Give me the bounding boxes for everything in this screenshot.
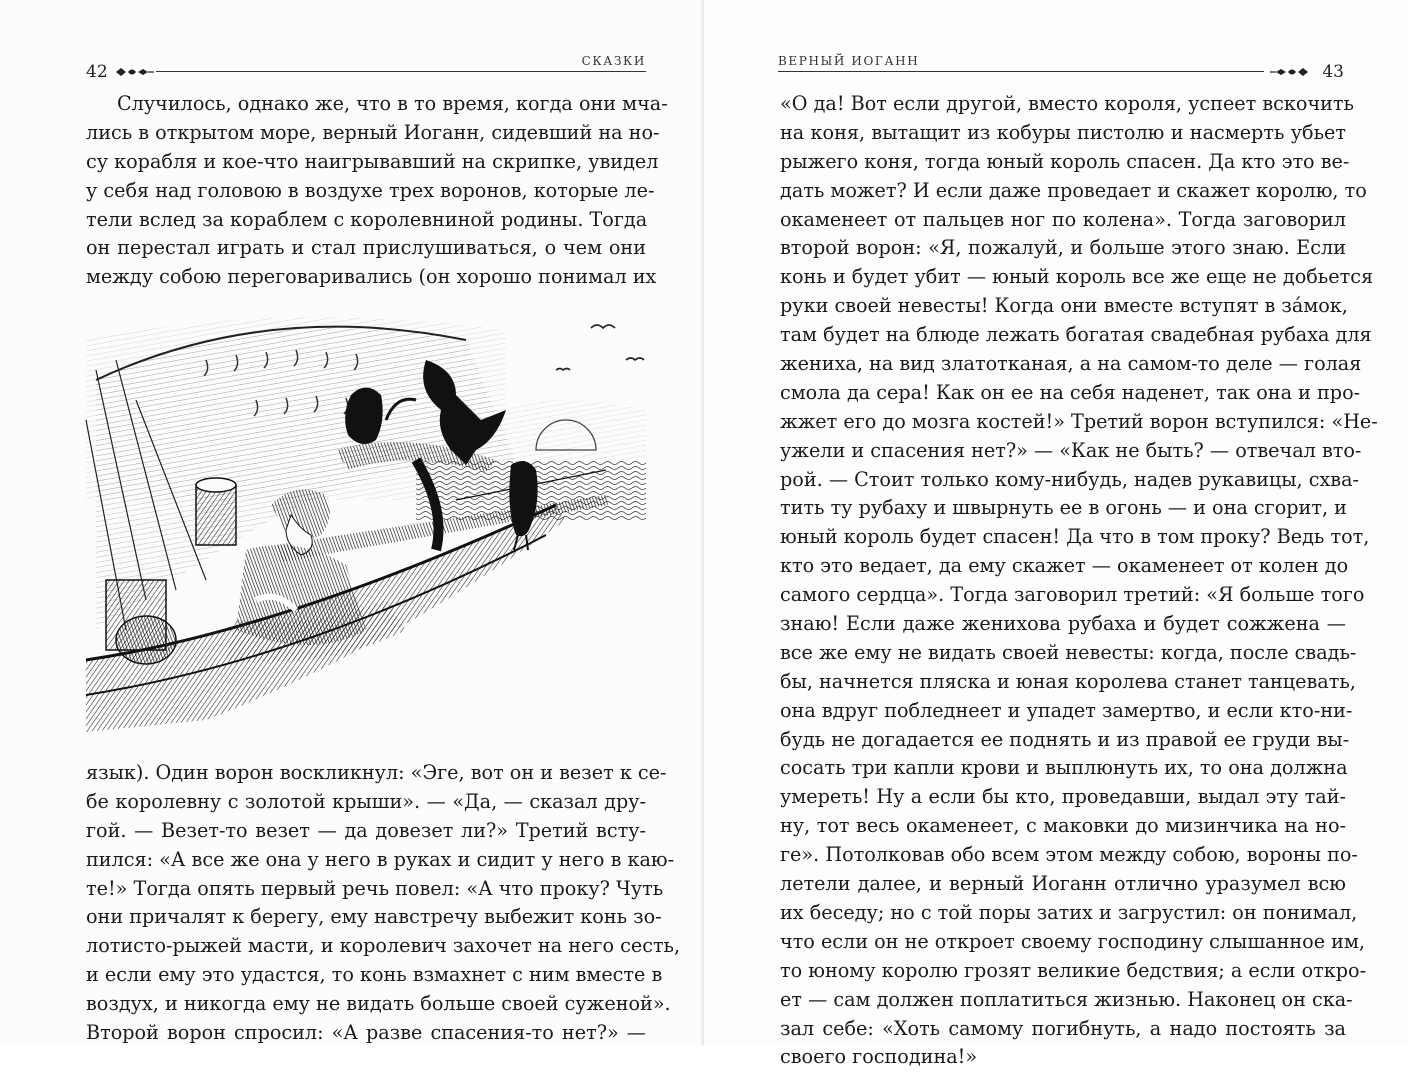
text-line: то юному королю грозят великие бедствия; а если откро- — [780, 958, 1367, 982]
text-line: летели далее, и верный Иоганн отлично уразумел всю — [780, 872, 1346, 896]
text-line: там будет на блюде лежать богатая свадебная рубаха для — [780, 323, 1372, 347]
running-title-right: ВЕРНЫЙ ИОГАНН — [778, 54, 920, 68]
text-line: второй ворон: «Я, пожалуй, и больше этого знаю. Если — [780, 236, 1346, 260]
text-line: «О да! Вот если другой, вместо короля, успеет вскочить — [780, 92, 1354, 115]
text-line: язык). Один ворон воскликнул: «Эге, вот он и везет к се- — [86, 761, 667, 784]
text-line: их беседу; но с той поры затих и загрустил: он понимал, — [780, 900, 1358, 924]
page-number-right: 43 — [1322, 62, 1344, 82]
text-line: ге». Потолковав обо всем этом между собою, вороны по- — [780, 843, 1358, 867]
text-line: конь и будет убит — юный король все же еще не добьется — [780, 265, 1374, 289]
text-line: рыжего коня, тогда юный король спасен. Да кто это ве- — [780, 149, 1350, 173]
text-line: жжет его до мозга костей!» Третий ворон вступился: «Не- — [780, 409, 1378, 433]
right-text — [780, 90, 1378, 1072]
ornament-icon — [1270, 66, 1310, 78]
text-line: сосать три капли крови и выплюнуть их, то она должна — [780, 756, 1348, 780]
text-line: бы, начнется пляска и юная королева станет танцевать, — [780, 669, 1356, 693]
text-line: дать может? И если даже проведает и скажет королю, то — [780, 178, 1367, 202]
text-line: рой. — Стоит только кому-нибудь, надев рукавицы, схва- — [780, 467, 1360, 491]
running-title-left: СКАЗКИ — [581, 54, 646, 68]
text-line: смола да сера! Как он ее на себя наденет, так она и про- — [780, 380, 1361, 404]
text-line: она вдруг побледнеет и упадет замертво, и если кто-ни- — [780, 698, 1353, 722]
text-line: гой. — Везет-то везет — да довезет ли?» Третий всту- — [86, 818, 646, 842]
text-line: на коня, вытащит из кобуры пистолю и насмерть убьет — [780, 120, 1346, 144]
text-line: Случилось, однако же, что в то время, когда они мча- — [117, 92, 668, 115]
left-text-top — [86, 90, 668, 292]
text-line: будь не догадается ее поднять и из правой ее груди вы- — [780, 727, 1350, 751]
text-line: тить ту рубаху и швырнуть ее в огонь — и она сгорит, и — [780, 496, 1347, 520]
header-rule — [156, 71, 646, 72]
left-text-bottom — [86, 759, 681, 1048]
text-line: лись в открытом море, верный Иоганн, сидевший на но- — [86, 120, 660, 144]
text-line: знаю! Если даже женихова рубаха и будет сожжена — — [780, 612, 1346, 636]
text-line: своего господина!» — [780, 1045, 978, 1069]
text-line: руки своей невесты! Когда они вместе вступят в за́мок, — [780, 294, 1348, 318]
text-line: су корабля и кое-что наигрывавший на скрипке, увидел — [86, 149, 659, 173]
text-line: жениха, на вид златотканая, а на самом-то деле — голая — [780, 352, 1362, 376]
text-line: пился: «А все же она у него в руках и сидит у него в каю- — [86, 847, 675, 871]
text-line: зал себе: «Хоть самому погибнуть, а надо постоять за — [780, 1016, 1346, 1040]
text-line: Второй ворон спросил: «А разве спасения-то нет?» — — [86, 1021, 646, 1045]
text-line: между собою переговаривались (он хорошо понимал их — [86, 265, 657, 289]
text-line: бе королевну с золотой крыши». — «Да, — сказал дру- — [86, 789, 646, 813]
running-head-right — [778, 52, 1344, 86]
ship-icon — [86, 300, 646, 732]
text-line: самого сердца». Тогда заговорил третий: «Я больше того — [780, 583, 1365, 607]
text-line: что если он не откроет своему господину слышанное им, — [780, 929, 1365, 953]
text-line: тели вслед за кораблем с королевниной родины. Тогда — [86, 207, 648, 231]
left-page — [0, 0, 704, 1045]
text-line: кто это ведает, да ему скажет — окаменеет от колен до — [780, 554, 1349, 578]
text-line: ну, тот весь окаменеет, с маковки до мизинчика на но- — [780, 814, 1346, 838]
right-page — [704, 0, 1408, 1069]
ornament-icon — [114, 66, 154, 78]
text-line: те!» Тогда опять первый речь повел: «А что проку? Чуть — [86, 876, 664, 900]
text-line: у себя над головою в воздухе трех воронов, которые ле- — [86, 178, 655, 202]
text-line: он перестал играть и стал прислушиваться, о чем они — [86, 236, 646, 260]
running-head-left — [86, 52, 646, 86]
text-line: воздух, и никогда ему не видать больше своей суженой». — [86, 992, 671, 1016]
text-line: юный король будет спасен! Да что в том проку? Ведь тот, — [780, 525, 1370, 549]
text-line: и если ему это удастся, то конь взмахнет с ним вместе в — [86, 963, 663, 987]
text-line: умереть! Ну а если бы кто, проведавши, выдал эту тай- — [780, 785, 1346, 809]
engraving-illustration — [86, 300, 646, 732]
text-line: ужели и спасения нет?» — «Как не быть? — отвечал вто- — [780, 438, 1362, 462]
text-line: ет — сам должен поплатиться жизнью. Наконец он ска- — [780, 987, 1353, 1011]
page-number-left: 42 — [86, 62, 108, 82]
text-line: они причалят к берегу, ему навстречу выбежит конь зо- — [86, 905, 662, 929]
text-line: все же ему не видать своей невесты: когда, после свадь- — [780, 640, 1357, 664]
header-rule — [778, 71, 1264, 72]
text-line: лотисто-рыжей масти, и королевич захочет на него сесть, — [86, 934, 681, 958]
text-line: окаменеет от пальцев ног по колена». Тогда заговорил — [780, 207, 1346, 231]
